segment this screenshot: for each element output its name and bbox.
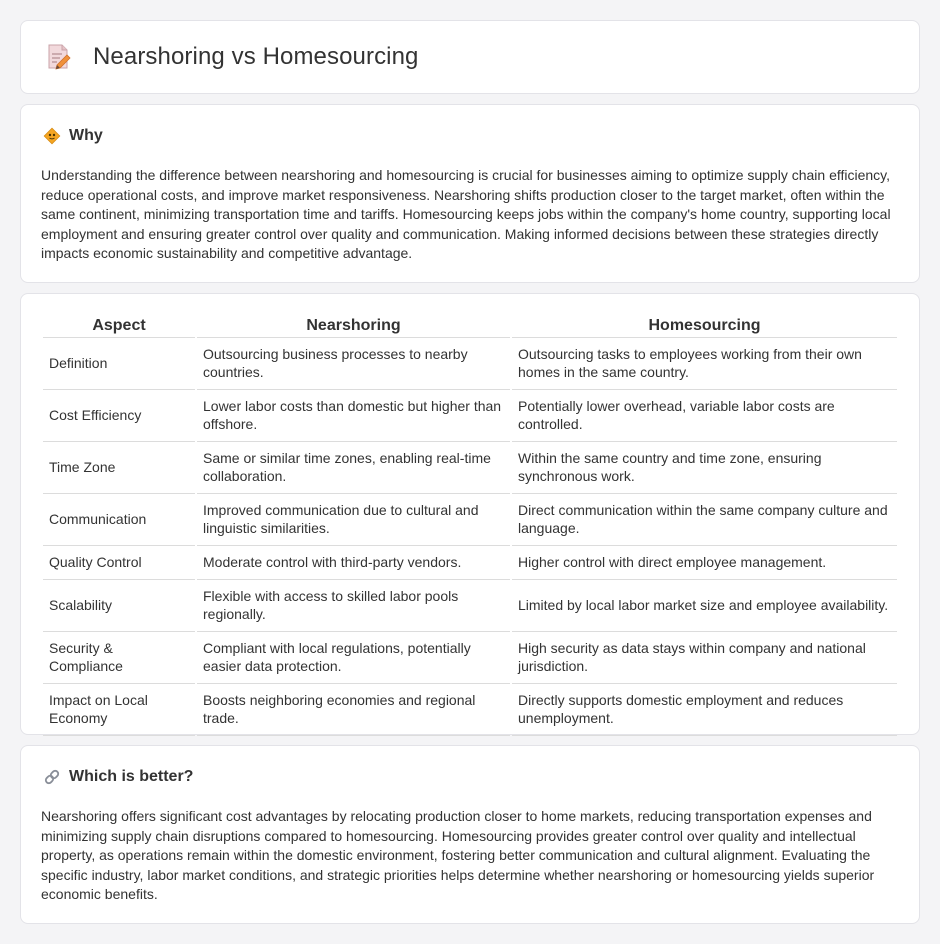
- row-homesourcing: Higher control with direct employee management.: [512, 546, 897, 580]
- why-text: Understanding the difference between nearshoring and homesourcing is crucial for businesses aiming to optimize supply chain efficiency, reduce operational costs, and improve market responsiveness. Nearshoring shifts production closer to the target market, often within the same continent, minimizing transportation time and tariffs. Homesourcing keeps jobs within the company's home country, supporting local employment and ensuring greater control over quality and communication. Making informed decisions between these strategies directly impacts economic sustainability and competitive advantage.: [41, 167, 891, 262]
- row-nearshoring: Outsourcing business processes to nearby countries.: [197, 338, 510, 390]
- row-aspect: Time Zone: [43, 442, 195, 494]
- title-row: [45, 43, 419, 71]
- row-homesourcing: Potentially lower overhead, variable labor costs are controlled.: [512, 390, 897, 442]
- better-heading: Which is better?: [69, 768, 194, 785]
- row-aspect: Scalability: [43, 580, 195, 632]
- table-row: [43, 580, 897, 632]
- table-row: [43, 632, 897, 684]
- table-row: [43, 442, 897, 494]
- header-card: [20, 20, 920, 94]
- row-aspect: Impact on Local Economy: [43, 684, 195, 736]
- header-aspect: Aspect: [43, 316, 195, 338]
- comparison-card: [20, 293, 920, 735]
- row-homesourcing: High security as data stays within company and national jurisdiction.: [512, 632, 897, 684]
- row-nearshoring: Same or similar time zones, enabling real-time collaboration.: [197, 442, 510, 494]
- link-icon: [43, 768, 61, 786]
- row-homesourcing: Limited by local labor market size and employee availability.: [512, 580, 897, 632]
- row-nearshoring: Compliant with local regulations, potentially easier data protection.: [197, 632, 510, 684]
- why-heading: Why: [69, 127, 103, 144]
- better-text: Nearshoring offers significant cost advantages by relocating production closer to home markets, reducing transportation expenses and minimizing supply chain disruptions compared to homesourcing. Homesourcing provides greater control over quality and intellectual property, as operations remain within the domestic environment, fostering better communication and cultural alignment. Evaluating the specific industry, labor market conditions, and strategic priorities helps determine whether nearshoring or homesourcing yields superior economic benefits.: [41, 808, 875, 903]
- row-aspect: Quality Control: [43, 546, 195, 580]
- why-heading-row: [43, 127, 103, 145]
- table-row: [43, 494, 897, 546]
- row-homesourcing: Direct communication within the same company culture and language.: [512, 494, 897, 546]
- row-nearshoring: Lower labor costs than domestic but higher than offshore.: [197, 390, 510, 442]
- table-row: [43, 338, 897, 390]
- row-nearshoring: Moderate control with third-party vendors.: [197, 546, 510, 580]
- row-aspect: Cost Efficiency: [43, 390, 195, 442]
- row-homesourcing: Directly supports domestic employment and reduces unemployment.: [512, 684, 897, 736]
- why-section: [20, 104, 920, 283]
- row-homesourcing: Within the same country and time zone, ensuring synchronous work.: [512, 442, 897, 494]
- header-homesourcing: Homesourcing: [512, 316, 897, 338]
- table-header-row: [43, 316, 897, 338]
- better-section: [20, 745, 920, 924]
- table-row: [43, 546, 897, 580]
- better-heading-row: [43, 768, 193, 786]
- row-nearshoring: Boosts neighboring economies and regional trade.: [197, 684, 510, 736]
- header-nearshoring: Nearshoring: [197, 316, 510, 338]
- page-title: Nearshoring vs Homesourcing: [93, 43, 419, 70]
- row-homesourcing: Outsourcing tasks to employees working from their own homes in the same country.: [512, 338, 897, 390]
- table-row: [43, 684, 897, 736]
- document-pencil-icon: [45, 43, 71, 71]
- row-aspect: Definition: [43, 338, 195, 390]
- row-nearshoring: Flexible with access to skilled labor pools regionally.: [197, 580, 510, 632]
- diamond-sign-icon: [43, 127, 61, 145]
- row-nearshoring: Improved communication due to cultural and linguistic similarities.: [197, 494, 510, 546]
- comparison-table: [41, 316, 899, 736]
- table-row: [43, 390, 897, 442]
- row-aspect: Security & Compliance: [43, 632, 195, 684]
- row-aspect: Communication: [43, 494, 195, 546]
